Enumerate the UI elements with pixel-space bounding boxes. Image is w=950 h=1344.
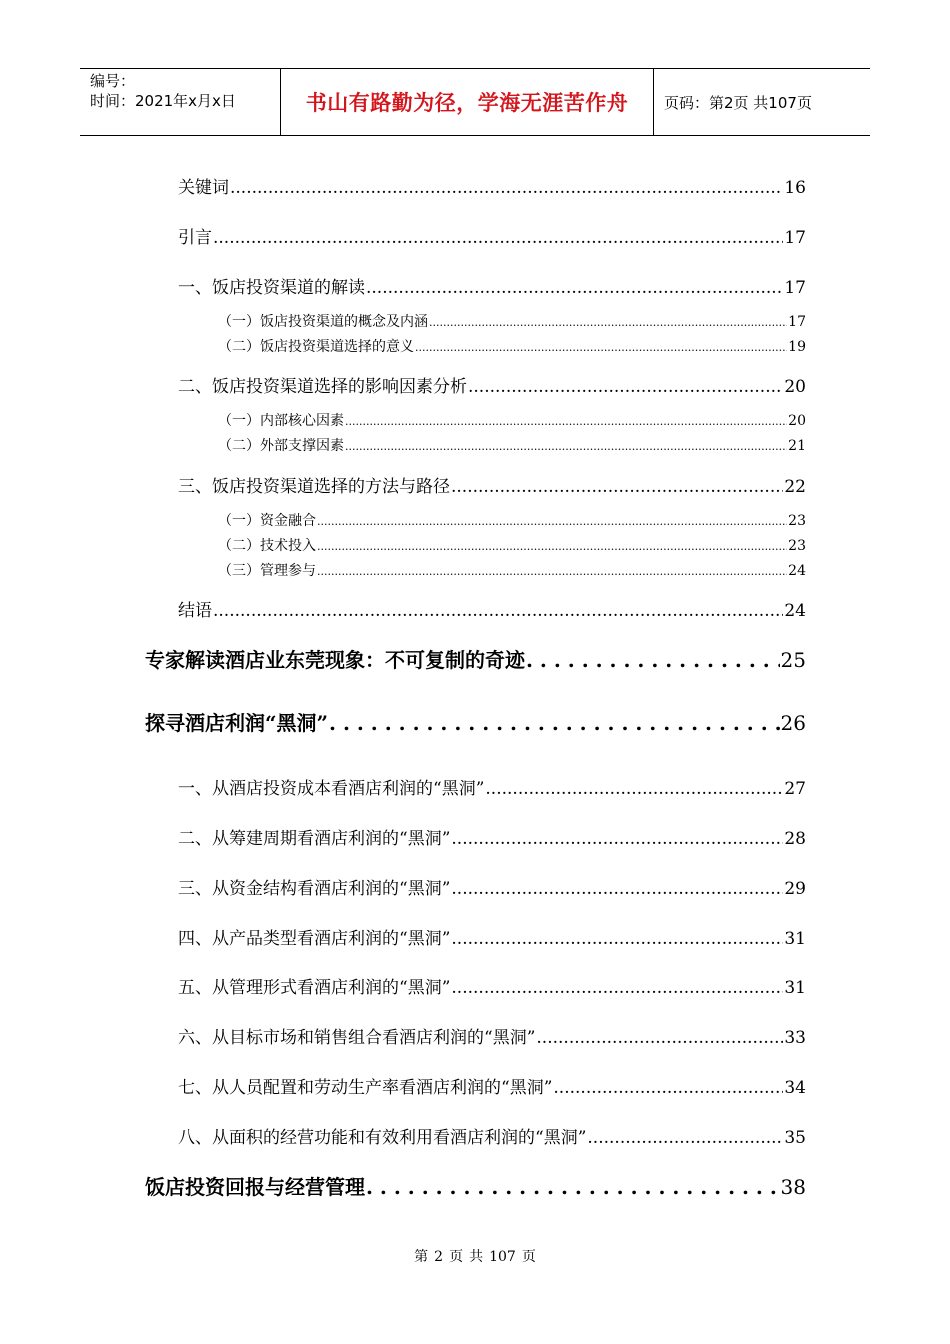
toc-entry-page: 28 — [784, 829, 806, 849]
toc-leader-dots — [345, 415, 787, 428]
toc-entry-page: 35 — [784, 1128, 806, 1148]
toc-entry[interactable] — [178, 173, 806, 198]
toc-entry[interactable] — [178, 774, 806, 799]
toc-entry-page: 31 — [784, 929, 806, 949]
page-header — [80, 68, 870, 136]
toc-entry-page: 21 — [788, 438, 806, 454]
toc-leader-dots — [317, 540, 787, 553]
toc-leader-dots — [451, 929, 783, 949]
toc-leader-dots — [213, 228, 783, 248]
toc-entry-page: 38 — [780, 1175, 806, 1199]
header-page-info: 页码：第2页 共107页 — [664, 93, 812, 112]
toc-entry-title: 二、饭店投资渠道选择的影响因素分析 — [178, 377, 467, 397]
toc-leader-dots — [468, 377, 783, 397]
toc-leader-dots — [553, 1078, 783, 1098]
toc-entry-title: 结语 — [178, 601, 212, 621]
toc-entry-title: 饭店投资回报与经营管理 — [145, 1175, 365, 1199]
toc-entry-title: （二）技术投入 — [218, 538, 316, 554]
toc-entry-title: 专家解读酒店业东莞现象：不可复制的奇迹 — [145, 648, 525, 672]
toc-leader-dots — [451, 978, 783, 998]
toc-entry-title: 八、从面积的经营功能和有效利用看酒店利润的“黑洞” — [178, 1128, 587, 1148]
toc-entry-page: 17 — [788, 314, 806, 330]
toc-entry-page: 27 — [784, 779, 806, 799]
toc-subentry[interactable] — [218, 311, 806, 331]
toc-entry-title: 一、饭店投资渠道的解读 — [178, 278, 365, 298]
toc-entry-page: 34 — [784, 1078, 806, 1098]
toc-chapter[interactable] — [145, 707, 806, 736]
toc-entry-title: （三）管理参与 — [218, 563, 316, 579]
toc-leader-dots — [415, 341, 787, 354]
toc-leader-dots — [213, 601, 783, 621]
toc-entry[interactable] — [178, 1023, 806, 1048]
toc-entry[interactable] — [178, 1073, 806, 1098]
toc-leader-dots — [317, 565, 787, 578]
toc-entry-title: 七、从人员配置和劳动生产率看酒店利润的“黑洞” — [178, 1078, 553, 1098]
toc-entry-page: 17 — [784, 278, 806, 298]
toc-entry-title: （一）饭店投资渠道的概念及内涵 — [218, 314, 428, 330]
footer-ye: 页 — [449, 1249, 464, 1265]
footer-total-pages: 107 — [489, 1249, 516, 1265]
toc-entry-title: （一）内部核心因素 — [218, 413, 344, 429]
toc-chapter[interactable] — [145, 644, 806, 673]
toc-leader-dots — [366, 1175, 780, 1199]
toc-entry-page: 22 — [784, 477, 806, 497]
header-time-label: 时间：2021年x月x日 — [90, 92, 236, 110]
toc-entry-title: 一、从酒店投资成本看酒店利润的“黑洞” — [178, 779, 485, 799]
toc-entry[interactable] — [178, 973, 806, 998]
toc-entry[interactable] — [178, 824, 806, 849]
toc-subentry[interactable] — [218, 560, 806, 580]
toc-entry-page: 29 — [784, 879, 806, 899]
toc-chapter[interactable] — [145, 1171, 806, 1200]
toc-entry-page: 23 — [788, 513, 806, 529]
toc-entry-title: （二）外部支撑因素 — [218, 438, 344, 454]
toc-subentry[interactable] — [218, 535, 806, 555]
toc-entry[interactable] — [178, 273, 806, 298]
footer-gong: 共 — [469, 1249, 484, 1265]
toc-leader-dots — [451, 829, 783, 849]
footer-current-page: 2 — [434, 1249, 444, 1265]
toc-entry[interactable] — [178, 1123, 806, 1148]
toc-entry-page: 19 — [788, 339, 806, 355]
toc-entry[interactable] — [178, 223, 806, 248]
toc-entry-title: 三、饭店投资渠道选择的方法与路径 — [178, 477, 450, 497]
toc-entry-page: 23 — [788, 538, 806, 554]
toc-entry[interactable] — [178, 372, 806, 397]
toc-leader-dots — [429, 316, 787, 329]
toc-entry-page: 24 — [784, 601, 806, 621]
toc-entry-page: 25 — [780, 648, 806, 672]
toc-leader-dots — [345, 440, 787, 453]
toc-entry-title: 引言 — [178, 228, 212, 248]
toc-entry-title: 二、从筹建周期看酒店利润的“黑洞” — [178, 829, 451, 849]
toc-leader-dots — [536, 1028, 783, 1048]
toc-subentry[interactable] — [218, 410, 806, 430]
toc-entry[interactable] — [178, 924, 806, 949]
toc-entry-page: 26 — [780, 711, 806, 735]
toc-entry-page: 20 — [788, 413, 806, 429]
toc-entry[interactable] — [178, 874, 806, 899]
toc-leader-dots — [329, 711, 780, 735]
page-footer — [0, 1246, 950, 1266]
toc-leader-dots — [451, 879, 783, 899]
toc-entry-title: （一）资金融合 — [218, 513, 316, 529]
header-motto: 书山有路勤为径，学海无涯苦作舟 — [281, 69, 654, 135]
toc-entry-page: 33 — [784, 1028, 806, 1048]
header-number-label: 编号： — [90, 72, 136, 90]
toc-entry-page: 17 — [784, 228, 806, 248]
toc-entry-title: 三、从资金结构看酒店利润的“黑洞” — [178, 879, 451, 899]
toc-entry-title: 五、从管理形式看酒店利润的“黑洞” — [178, 978, 451, 998]
toc-subentry[interactable] — [218, 510, 806, 530]
header-meta — [80, 69, 281, 135]
toc-leader-dots — [230, 178, 783, 198]
toc-leader-dots — [526, 648, 780, 672]
toc-entry-title: 四、从产品类型看酒店利润的“黑洞” — [178, 929, 451, 949]
toc-entry-page: 20 — [784, 377, 806, 397]
toc-entry-title: （二）饭店投资渠道选择的意义 — [218, 339, 414, 355]
toc-leader-dots — [587, 1128, 783, 1148]
toc-subentry[interactable] — [218, 336, 806, 356]
toc-subentry[interactable] — [218, 435, 806, 455]
toc-entry-title: 六、从目标市场和销售组合看酒店利润的“黑洞” — [178, 1028, 536, 1048]
toc-leader-dots — [317, 515, 787, 528]
toc-entry-page: 24 — [788, 563, 806, 579]
toc-leader-dots — [451, 477, 783, 497]
toc-leader-dots — [485, 779, 783, 799]
toc-entry[interactable] — [178, 596, 806, 621]
toc-entry-page: 31 — [784, 978, 806, 998]
toc-entry[interactable] — [178, 472, 806, 497]
footer-di: 第 — [414, 1249, 429, 1265]
toc-entry-title: 关键词 — [178, 178, 229, 198]
toc-leader-dots — [366, 278, 783, 298]
toc-entry-page: 16 — [784, 178, 806, 198]
toc-entry-title: 探寻酒店利润“黑洞” — [145, 711, 329, 735]
footer-ye: 页 — [521, 1249, 536, 1265]
